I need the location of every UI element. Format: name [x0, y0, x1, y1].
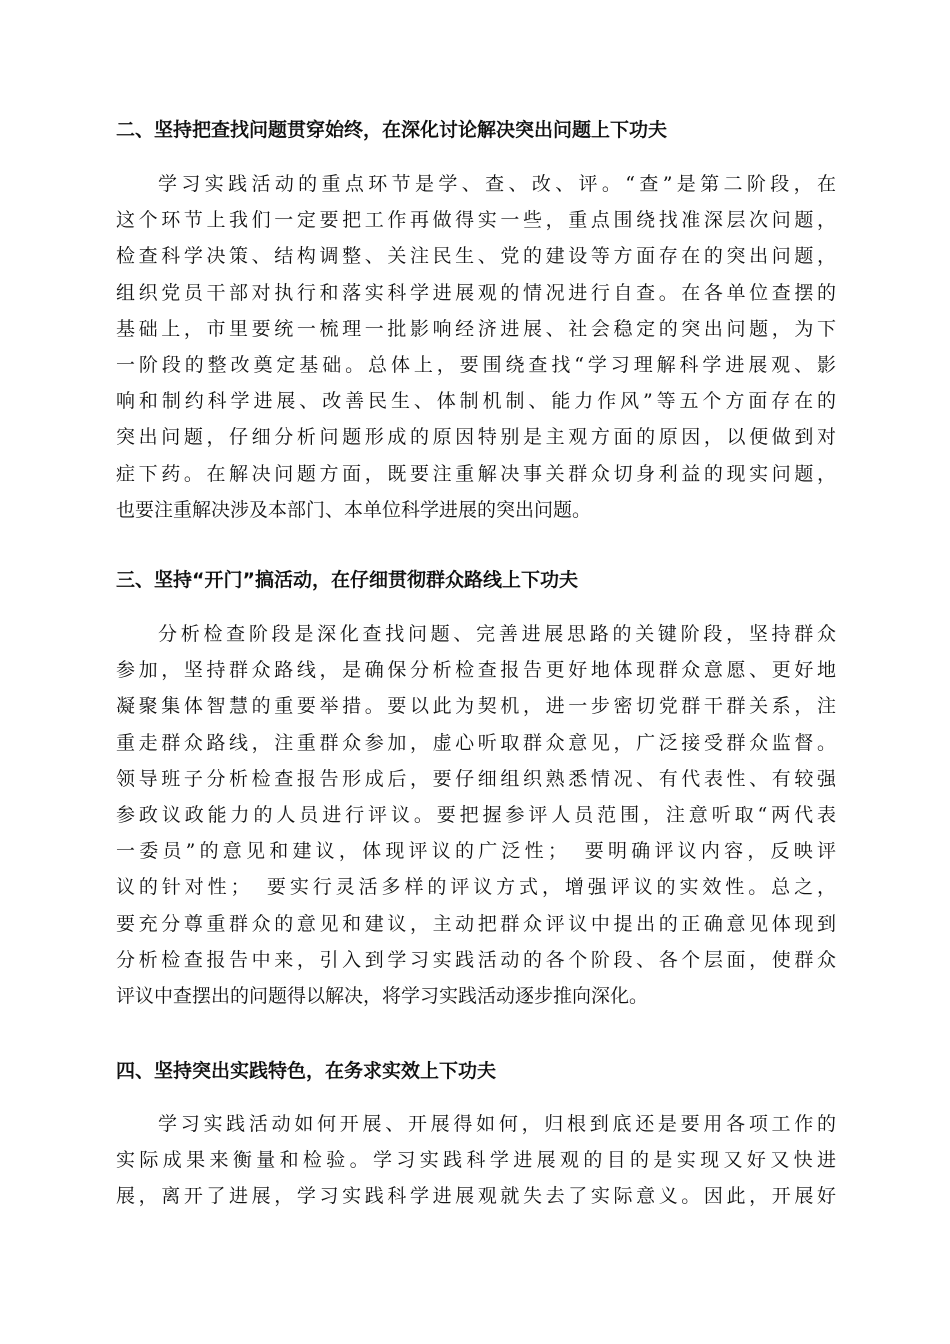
paragraph — [116, 166, 836, 528]
text-line: 展，离开了进展，学习实践科学进展观就失去了实际意义。因此，开展好 — [116, 1185, 836, 1208]
text-line: 检查科学决策、结构调整、关注民生、党的建设等方面存在的突出问题， — [116, 245, 836, 268]
text-line: 这个环节上我们一定要把工作再做得实一些，重点围绕找准深层次问题， — [116, 209, 836, 232]
text-line: 学习实践活动如何开展、开展得如何，归根到底还是要用各项工作的 — [158, 1113, 836, 1135]
text-line: 领导班子分析检查报告形成后，要仔细组织熟悉情况、有代表性、有较强 — [116, 767, 836, 790]
text-line: 参加，坚持群众路线，是确保分析检查报告更好地体现群众意愿、更好地 — [116, 659, 836, 682]
text-line: 突出问题，仔细分析问题形成的原因特别是主观方面的原因，以便做到对 — [116, 426, 836, 449]
section-heading-3: 三、坚持“开门”搞活动，在仔细贯彻群众路线上下功夫 — [116, 569, 578, 591]
text-line: 分析检查阶段是深化查找问题、完善进展思路的关键阶段，坚持群众 — [158, 623, 836, 645]
text-line: 参政议政能力的人员进行评议。要把握参评人员范围，注意听取“两代表 — [116, 804, 836, 827]
text-line: 症下药。在解决问题方面，既要注重解决事关群众切身利益的现实问题， — [116, 462, 836, 485]
section-heading-2: 二、坚持把查找问题贯穿始终，在深化讨论解决突出问题上下功夫 — [116, 119, 668, 141]
section-body-3 — [116, 616, 836, 1014]
text-line: 要充分尊重群众的意见和建议，主动把群众评议中提出的正确意见体现到 — [116, 912, 836, 935]
text-line: 分析检查报告中来，引入到学习实践活动的各个阶段、各个层面，使群众 — [116, 948, 836, 971]
text-line: 一委员”的意见和建议，体现评议的广泛性； 要明确评议内容，反映评 — [116, 840, 836, 863]
section-body-2 — [116, 166, 836, 528]
section-heading-4: 四、坚持突出实践特色，在务求实效上下功夫 — [116, 1060, 497, 1082]
text-line: 一阶段的整改奠定基础。总体上，要围绕查找“学习理解科学进展观、影 — [116, 354, 836, 377]
text-line: 基础上，市里要统一梳理一批影响经济进展、社会稳定的突出问题，为下 — [116, 317, 836, 340]
text-line: 学习实践活动的重点环节是学、查、改、评。“查”是第二阶段，在 — [158, 173, 836, 195]
paragraph — [116, 1106, 836, 1215]
text-line: 凝聚集体智慧的重要举措。要以此为契机，进一步密切党群干群关系，注 — [116, 695, 836, 718]
section-body-4 — [116, 1106, 836, 1215]
text-line: 评议中查摆出的问题得以解决，将学习实践活动逐步推向深化。 — [116, 985, 649, 1008]
text-line: 组织党员干部对执行和落实科学进展观的情况进行自查。在各单位查摆的 — [116, 281, 836, 304]
text-line: 响和制约科学进展、改善民生、体制机制、能力作风”等五个方面存在的 — [116, 390, 836, 413]
text-line: 议的针对性； 要实行灵活多样的评议方式，增强评议的实效性。总之， — [116, 876, 836, 899]
text-line: 重走群众路线，注重群众参加，虚心听取群众意见，广泛接受群众监督。 — [116, 731, 836, 754]
text-line: 也要注重解决涉及本部门、本单位科学进展的突出问题。 — [116, 498, 592, 521]
text-line: 实际成果来衡量和检验。学习实践科学进展观的目的是实现又好又快进 — [116, 1149, 836, 1172]
paragraph — [116, 616, 836, 1014]
